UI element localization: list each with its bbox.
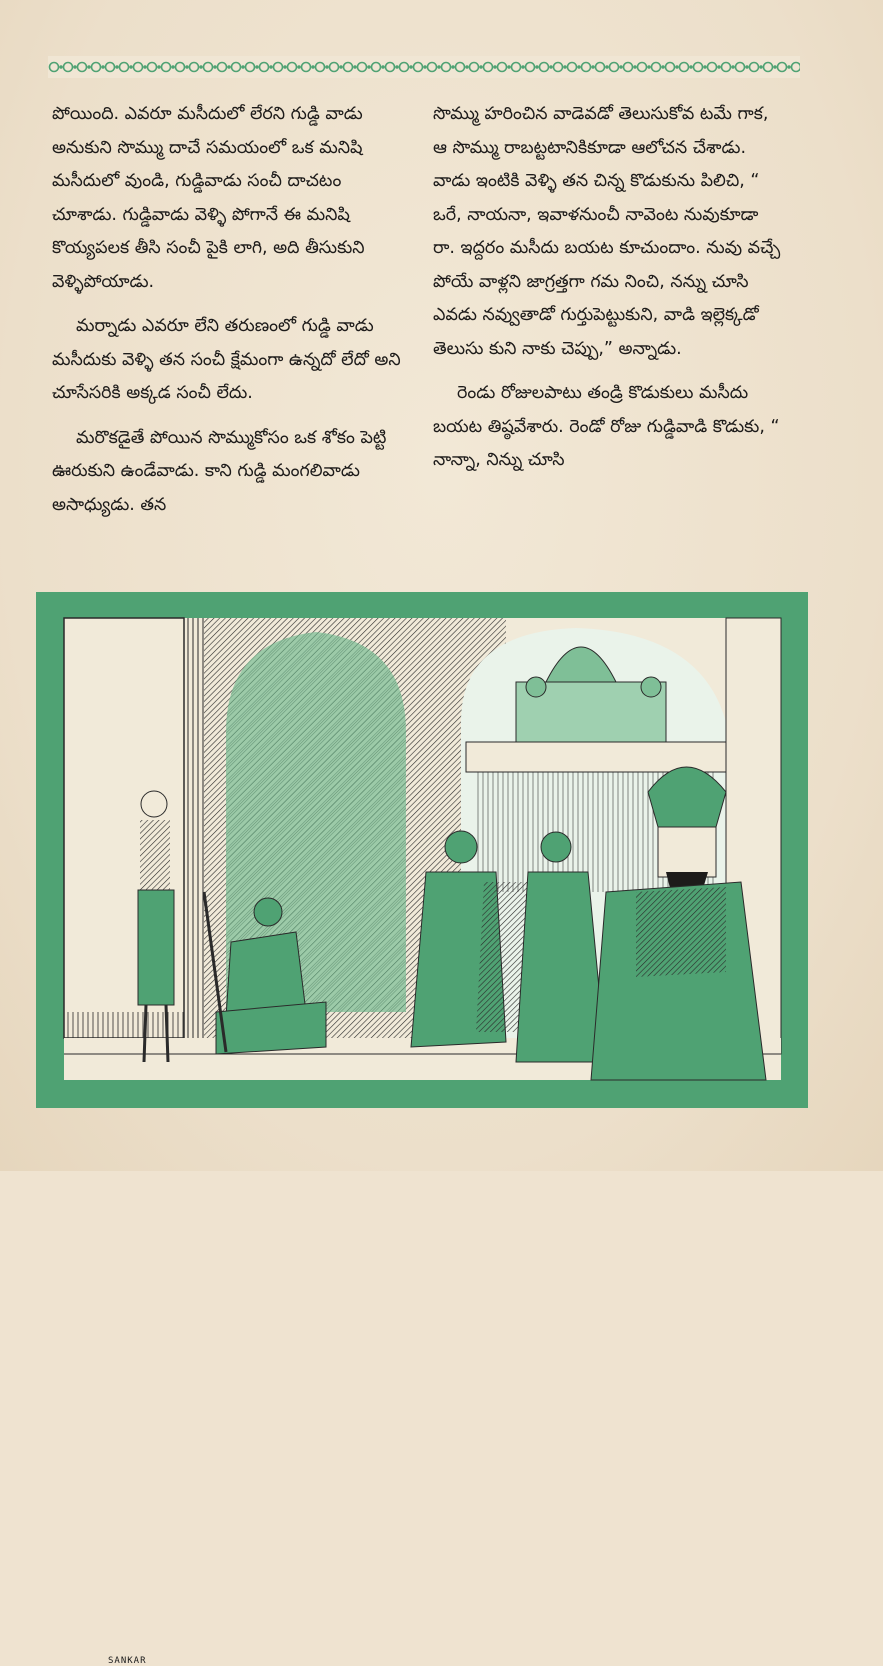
border-ornament-dot <box>325 65 329 69</box>
border-ornament-dot <box>101 65 105 69</box>
border-ornament-dot <box>577 65 581 69</box>
border-ornament-dot <box>745 65 749 69</box>
border-ornament-dot <box>73 65 77 69</box>
border-ornament-dot <box>213 65 217 69</box>
border-ornament-dot <box>227 65 231 69</box>
border-ornament-dot <box>563 65 567 69</box>
border-ornament-dot <box>437 65 441 69</box>
border-ornament-dot <box>787 65 791 69</box>
border-ornament-dot <box>255 65 259 69</box>
border-ornament-dot <box>633 65 637 69</box>
border-ornament-dot <box>269 65 273 69</box>
border-ornament-dot <box>241 65 245 69</box>
border-ornament-dot <box>647 65 651 69</box>
border-ornament-dot <box>311 65 315 69</box>
border-ornament-dot <box>157 65 161 69</box>
border-ornament-dot <box>773 65 777 69</box>
story-illustration <box>36 592 808 1666</box>
paragraph: మర్నాడు ఎవరూ లేని తరుణంలో గుడ్డి వాడు మసీదుకు వెళ్ళి తన సంచీ క్షేమంగా ఉన్నదో లేదో అని చూసేసరికి అక్కడ సంచీ లేదు. <box>52 316 401 403</box>
border-ornament-dot <box>409 65 413 69</box>
artist-signature: SANKAR <box>108 1656 147 1666</box>
border-ornament-dot <box>451 65 455 69</box>
border-ornament-dot <box>717 65 721 69</box>
border-ornament-dot <box>619 65 623 69</box>
border-ornament-dot <box>689 65 693 69</box>
border-ornament-dot <box>353 65 357 69</box>
border-ornament-dot <box>479 65 483 69</box>
border-ornament-dot <box>143 65 147 69</box>
border-ornament-dot <box>171 65 175 69</box>
illustration-drawing <box>36 592 808 1108</box>
border-ornament-dot <box>367 65 371 69</box>
border-ornament-dot <box>115 65 119 69</box>
border-ornament-dot <box>381 65 385 69</box>
border-ornament-dot <box>493 65 497 69</box>
border-ornament-dot <box>297 65 301 69</box>
text-column-right <box>433 98 783 489</box>
border-ornament-dot <box>283 65 287 69</box>
border-ornament-dot <box>507 65 511 69</box>
border-ornament-dot <box>703 65 707 69</box>
border-ornament-dot <box>465 65 469 69</box>
border-ornament-dot <box>759 65 763 69</box>
border-ornament-dot <box>591 65 595 69</box>
border-ornament-dot <box>423 65 427 69</box>
border-ornament-dot <box>339 65 343 69</box>
border-ornament-dot <box>59 65 63 69</box>
paragraph: మరొకడైతే పోయిన సొమ్ముకోసం ఒక శోకం పెట్టి ఊరుకుని ఉండేవాడు. కాని గుడ్డి మంగలివాడు అసాధ్యుడు. తన <box>52 427 387 515</box>
border-ornament-dot <box>605 65 609 69</box>
text-column-left <box>52 98 402 533</box>
border-ornament-dot <box>185 65 189 69</box>
border-ornament-dot <box>661 65 665 69</box>
border-ornament-dot <box>395 65 399 69</box>
paragraph: రెండు రోజులపాటు తండ్రి కొడుకులు మసీదు బయట తిష్ఠవేశారు. రెండో రోజు గుడ్డివాడి కొడుకు, “ నాన్నా, నిన్ను చూసి <box>433 383 780 470</box>
border-ornament-dot <box>549 65 553 69</box>
decorative-border-band <box>48 56 800 78</box>
paragraph: పోయింది. ఎవరూ మసీదులో లేరని గుడ్డి వాడు అనుకుని సొమ్ము దాచే సమయంలో ఒక మనిషి మసీదులో వుండి, గుడ్డివాడు సంచీ దాచటం చూశాడు. గుడ్డివాడు వెళ్ళి పోగానే ఈ మనిషి కొయ్యపలక తీసి సంచీ పైకి లాగి, అది తీసుకుని వెళ్ళిపోయాడు. <box>52 104 365 292</box>
border-ornament-dot <box>87 65 91 69</box>
border-ornament-dot <box>535 65 539 69</box>
border-ornament-dot <box>199 65 203 69</box>
border-ornament-dot <box>731 65 735 69</box>
border-ornament-dot <box>675 65 679 69</box>
border-ornament-dot <box>521 65 525 69</box>
paragraph: సొమ్ము హరించిన వాడెవడో తెలుసుకోవ టమే గాక, ఆ సొమ్ము రాబట్టటానికికూడా ఆలోచన చేశాడు. వాడు ఇంటికి వెళ్ళి తన చిన్న కొడుకును పిలిచి, “ ఒరే, నాయనా, ఇవాళనుంచీ నావెంట నువుకూడా రా. ఇద్దరం మసీదు బయట కూచుందాం. నువు వచ్చే పోయే వాళ్లని జాగ్రత్తగా గమ నించి, నన్ను చూసి ఎవడు నవ్వుతాడో గుర్తుపెట్టుకుని, వాడి ఇల్లెక్కడో తెలుసు కుని నాకు చెప్పు,” అన్నాడు. <box>433 104 781 359</box>
border-ornament-dot <box>129 65 133 69</box>
